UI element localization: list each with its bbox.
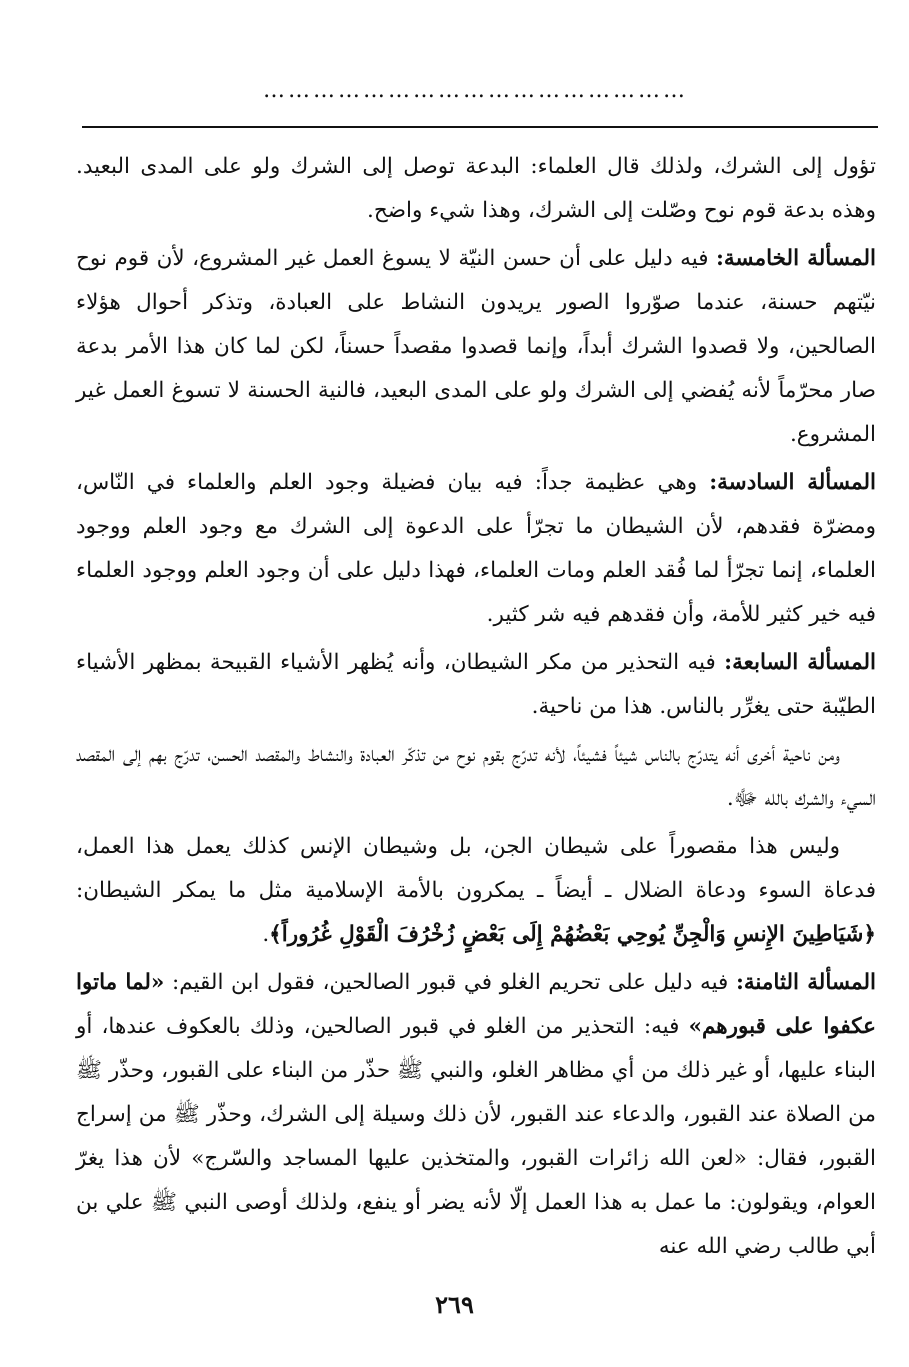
header-rule xyxy=(82,126,878,128)
paragraph-text: فيه دليل على تحريم الغلو في قبور الصالحين، فقول ابن القيم: xyxy=(164,970,736,995)
paragraph-6 xyxy=(76,825,876,957)
paragraph-text: فيه التحذير من مكر الشيطان، وأنه يُظهر الأشياء القبيحة بمظهر الأشياء الطيّبة حتى يغرِّر بالناس. هذا من ناحية. xyxy=(76,650,876,719)
section-heading: المسألة السابعة: xyxy=(724,650,876,675)
paragraph-text: وليس هذا مقصوراً على شيطان الجن، بل وشيطان الإنس كذلك يعمل هذا العمل، فدعاة السوء ودعاة الضلال ـ أيضاً ـ يمكرون بالأمة الإسلامية مثل ما يمكر الشيطان: xyxy=(76,834,876,903)
section-heading: المسألة الثامنة: xyxy=(735,970,877,995)
quoted-phrase: «لما ماتوا عكفوا على قبورهم» xyxy=(76,970,876,1039)
page-body xyxy=(76,145,876,1273)
paragraph-1 xyxy=(76,145,876,233)
header-dots: …………………………………………… xyxy=(263,78,688,103)
paragraph-text: فيه دليل على أن حسن النيّة لا يسوغ العمل غير المشروع، لأن قوم نوح نيّتهم حسنة، عندما صوّروا الصور يريدون النشاط على العبادة، وتذكر أحوال هؤلاء الصالحين، ولا قصدوا الشرك أبداً، وإنما قصدوا مقصداً حسناً، لكن لما كان هذا الأمر بدعة صار محرّماً لأنه يُفضي إلى الشرك ولو على المدى البعيد، فالنية الحسنة لا تسوغ العمل غير المشروع. xyxy=(76,246,876,447)
section-heading: المسألة السادسة: xyxy=(709,470,876,495)
paragraph-text: وهي عظيمة جداً: فيه بيان فضيلة وجود العلم والعلماء في النّاس، ومضرّة فقدهم، لأن الشيطان ما تجرّأ على الدعوة إلى الشرك مع وجود العلم ووجود العلماء، إنما تجرّأ لما فُقد العلم ومات العلماء، فهذا دليل على أن وجود العلم ووجود العلماء فيه خير كثير للأمة، وأن فقدهم فيه شر كثير. xyxy=(76,470,876,627)
paragraph-2 xyxy=(76,237,876,457)
page-number: ٢٦٩ xyxy=(435,1290,474,1319)
paragraph-4 xyxy=(76,641,876,729)
paragraph-text: ومن ناحية أخرى أنه يتدرّج بالناس شيئاً فشيئاً، لأنه تدرّج بقوم نوح من تذكّر العبادة والنشاط والمقصد الحسن، تدرّج بهم إلى المقصد السيء والشرك بالله ﷻ. xyxy=(76,742,876,811)
section-heading: المسألة الخامسة: xyxy=(715,246,876,271)
paragraph-5 xyxy=(76,733,876,821)
paragraph-3 xyxy=(76,461,876,637)
paragraph-text-after: . xyxy=(262,922,270,947)
paragraph-7 xyxy=(76,961,876,1269)
paragraph-text-after: فيه: التحذير من الغلو في قبور الصالحين، وذلك بالعكوف عندها، أو البناء عليها، أو غير ذلك من أي مظاهر الغلو، والنبي ﷺ حذّر من البناء على القبور، وحذّر ﷺ من الصلاة عند القبور، والدعاء عند القبور، لأن ذلك وسيلة إلى الشرك، وحذّر ﷺ من إسراج القبور، فقال: «لعن الله زائرات القبور، والمتخذين عليها المساجد والسّرج» لأن هذا يغرّ العوام، ويقولون: ما عمل به هذا العمل إلّا لأنه يضر أو ينفع، ولذلك أوصى النبي ﷺ علي بن أبي طالب رضي الله عنه xyxy=(76,1014,876,1259)
paragraph-text: تؤول إلى الشرك، ولذلك قال العلماء: البدعة توصل إلى الشرك ولو على المدى البعيد. وهذه بدعة قوم نوح وصّلت إلى الشرك، وهذا شيء واضح. xyxy=(76,154,876,223)
quran-verse: ﴿شَيَاطِينَ الإِنسِ وَالْجِنِّ يُوحِي بَعْضُهُمْ إِلَى بَعْضٍ زُخْرُفَ الْقَوْلِ غُرُوراً﴾ xyxy=(269,922,876,947)
